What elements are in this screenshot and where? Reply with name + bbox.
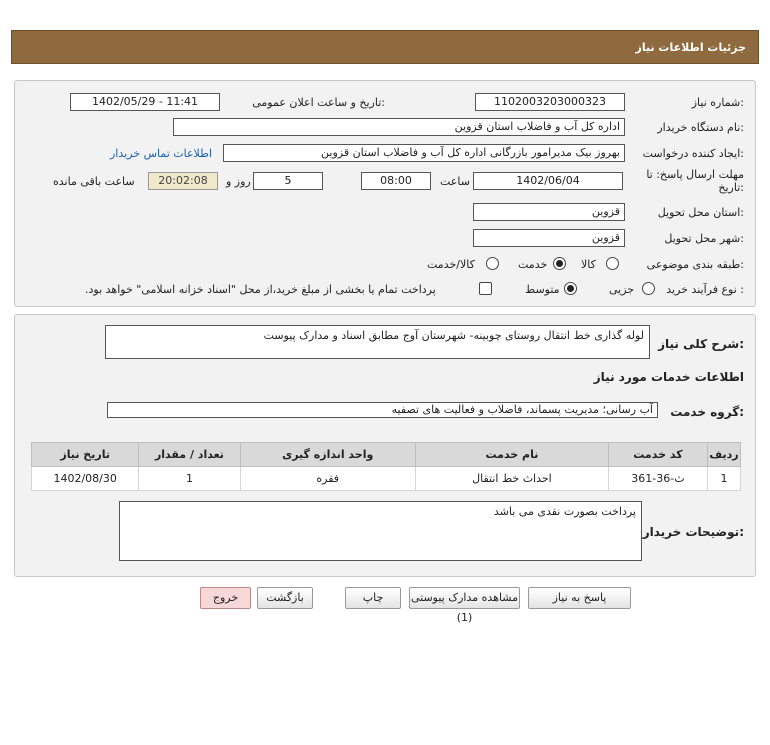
announce-field: 1402/05/29 - 11:41	[70, 93, 220, 111]
treasury-checkbox[interactable]	[479, 282, 492, 295]
cell-date: 1402/08/30	[32, 467, 139, 491]
buyer-notes-field: پرداخت بصورت نقدی می باشد	[119, 501, 642, 561]
table-row	[32, 467, 741, 491]
deadline-date-field: 1402/06/04	[473, 172, 623, 190]
table-header-row	[32, 443, 741, 467]
province-label: استان محل تحویل:	[657, 206, 744, 219]
buyer-org-label: نام دستگاه خریدار:	[657, 121, 744, 134]
category-goods-radio[interactable]	[606, 257, 619, 270]
category-goods-service-radio[interactable]	[486, 257, 499, 270]
process-minor-radio[interactable]	[642, 282, 655, 295]
category-goods-service-label: کالا/خدمت	[427, 258, 475, 271]
summary-field: لوله گذاری خط انتقال روستای چوبینه- شهرستان آوج مطابق اسناد و مدارک پیوست	[105, 325, 650, 359]
requester-label: ایجاد کننده درخواست:	[642, 147, 744, 160]
days-field: 5	[253, 172, 323, 190]
city-field: قزوین	[473, 229, 625, 247]
buyer-org-field: اداره کل آب و فاضلاب استان قزوین	[173, 118, 625, 136]
process-label: نوع فرآیند خرید :	[666, 283, 744, 296]
cell-code: ث-36-361	[608, 467, 707, 491]
cell-name: احداث خط انتقال	[415, 467, 608, 491]
city-label: شهر محل تحویل:	[664, 232, 744, 245]
col-qty: تعداد / مقدار	[139, 443, 240, 467]
col-row: ردیف	[707, 443, 740, 467]
process-medium-label: متوسط	[525, 283, 560, 296]
services-heading: اطلاعات خدمات مورد نیاز	[593, 370, 744, 384]
page-title: جزئیات اطلاعات نیاز	[635, 41, 746, 54]
col-unit: واحد اندازه گیری	[240, 443, 415, 467]
remaining-time-field: 20:02:08	[148, 172, 218, 190]
col-code: کد خدمت	[608, 443, 707, 467]
need-number-label: شماره نیاز:	[691, 96, 744, 109]
service-group-label: گروه خدمت:	[670, 405, 744, 419]
col-name: نام خدمت	[415, 443, 608, 467]
exit-button[interactable]: خروج	[200, 587, 251, 609]
need-number-field: 1102003203000323	[475, 93, 625, 111]
reply-button[interactable]: پاسخ به نیاز	[528, 587, 631, 609]
page-header	[11, 30, 759, 64]
service-group-field: آب رسانی؛ مدیریت پسماند، فاضلاب و فعالیت های تصفیه	[107, 402, 658, 418]
province-field: قزوین	[473, 203, 625, 221]
summary-label: شرح کلی نیاز:	[658, 337, 744, 351]
details-panel	[14, 314, 756, 577]
cell-qty: 1	[139, 467, 240, 491]
category-goods-label: کالا	[581, 258, 596, 271]
buyer-contact-link[interactable]: اطلاعات تماس خریدار	[110, 147, 212, 160]
process-medium-radio[interactable]	[564, 282, 577, 295]
buyer-notes-label: توضیحات خریدار:	[642, 525, 744, 539]
deadline-label: مهلت ارسال پاسخ: تا	[646, 168, 744, 181]
services-table	[31, 442, 741, 491]
cell-unit: فقره	[240, 467, 415, 491]
print-button[interactable]: چاپ	[345, 587, 401, 609]
remaining-time-label: ساعت باقی مانده	[53, 175, 135, 188]
category-label: طبقه بندی موضوعی:	[646, 258, 744, 271]
need-info-panel	[14, 80, 756, 307]
deadline-time-label: ساعت	[440, 175, 470, 188]
attachments-button[interactable]: مشاهده مدارک پیوستی (1)	[409, 587, 520, 609]
cell-row: 1	[707, 467, 740, 491]
category-service-radio[interactable]	[553, 257, 566, 270]
category-service-label: خدمت	[518, 258, 548, 271]
col-date: تاریخ نیاز	[32, 443, 139, 467]
deadline-time-field: 08:00	[361, 172, 431, 190]
deadline-date-label: تاریخ:	[718, 181, 744, 194]
days-label: روز و	[226, 175, 251, 188]
announce-label: تاریخ و ساعت اعلان عمومی:	[252, 96, 385, 109]
process-minor-label: جزیی	[609, 283, 635, 296]
payment-note: پرداخت تمام یا بخشی از مبلغ خرید،از محل "اسناد خزانه اسلامی" خواهد بود.	[85, 283, 436, 296]
requester-field: بهروز بیک مدیرامور بازرگانی اداره کل آب و فاضلاب استان قزوین	[223, 144, 625, 162]
back-button[interactable]: بازگشت	[257, 587, 313, 609]
